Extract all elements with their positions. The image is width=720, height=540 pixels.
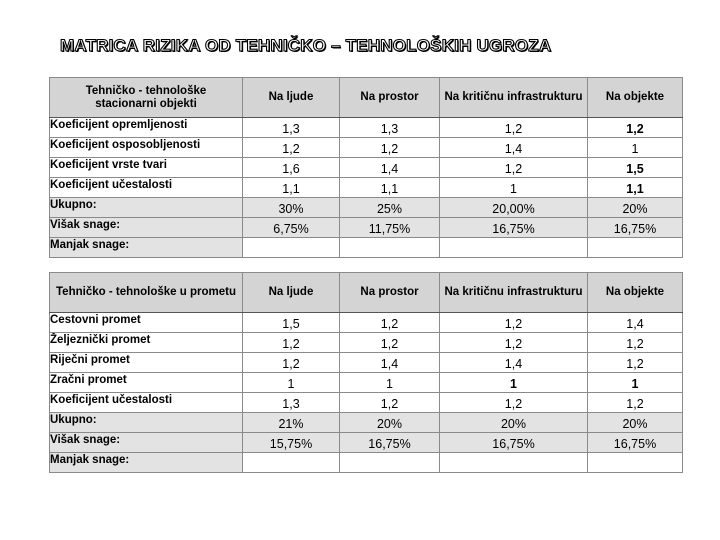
page-title: MATRICA RIZIKA OD TEHNIČKO – TEHNOLOŠKIH UGROZA	[60, 36, 552, 55]
cell-value: 20%	[588, 413, 683, 433]
cell-value: 16,75%	[340, 433, 440, 453]
cell-value	[243, 453, 340, 473]
row-label: Koeficijent učestalosti	[50, 178, 243, 198]
table-row	[50, 393, 683, 413]
table-header-row	[50, 78, 683, 118]
cell-value: 1,4	[340, 158, 440, 178]
cell-value: 1	[243, 373, 340, 393]
cell-value: 1,2	[588, 353, 683, 373]
cell-value: 1,2	[243, 138, 340, 158]
row-label: Koeficijent osposobljenosti	[50, 138, 243, 158]
cell-value	[440, 453, 588, 473]
cell-value	[440, 238, 588, 258]
table-row	[50, 453, 683, 473]
table-row	[50, 178, 683, 198]
cell-value: 16,75%	[588, 218, 683, 238]
row-label: Manjak snage:	[50, 453, 243, 473]
risk-matrix-stationary	[49, 77, 683, 258]
cell-value: 1,4	[440, 353, 588, 373]
cell-value: 20%	[588, 198, 683, 218]
cell-value: 1,5	[243, 313, 340, 333]
cell-value: 20%	[440, 413, 588, 433]
cell-value: 1,2	[243, 353, 340, 373]
table-row	[50, 333, 683, 353]
table-row	[50, 198, 683, 218]
cell-value: 1,2	[440, 333, 588, 353]
cell-value: 1,3	[243, 118, 340, 138]
table-row	[50, 158, 683, 178]
row-label: Koeficijent učestalosti	[50, 393, 243, 413]
cell-value: 1,2	[440, 393, 588, 413]
cell-value: 1,2	[440, 313, 588, 333]
risk-matrix-transport	[49, 272, 683, 473]
cell-value	[340, 453, 440, 473]
cell-value: 1,3	[243, 393, 340, 413]
table-row	[50, 138, 683, 158]
header-category: Tehničko - tehnološke stacionarni objekti	[50, 78, 243, 118]
cell-value	[243, 238, 340, 258]
row-label: Višak snage:	[50, 433, 243, 453]
header-na-kriticnu-infrastrukturu: Na kritičnu infrastrukturu	[440, 78, 588, 118]
row-label: Zračni promet	[50, 373, 243, 393]
table-row	[50, 238, 683, 258]
table-row	[50, 413, 683, 433]
cell-value: 1,2	[588, 333, 683, 353]
cell-value: 1,2	[340, 393, 440, 413]
row-label: Manjak snage:	[50, 238, 243, 258]
cell-value: 1,2	[340, 313, 440, 333]
cell-value: 16,75%	[588, 433, 683, 453]
cell-value: 1,1	[340, 178, 440, 198]
cell-value	[588, 453, 683, 473]
cell-value: 25%	[340, 198, 440, 218]
row-label: Koeficijent opremljenosti	[50, 118, 243, 138]
row-label: Željeznički promet	[50, 333, 243, 353]
table-row	[50, 433, 683, 453]
cell-value: 1,5	[588, 158, 683, 178]
cell-value: 1	[588, 138, 683, 158]
cell-value: 16,75%	[440, 218, 588, 238]
table-row	[50, 118, 683, 138]
cell-value: 1,1	[243, 178, 340, 198]
cell-value	[340, 238, 440, 258]
header-na-objekte: Na objekte	[588, 273, 683, 313]
header-na-objekte: Na objekte	[588, 78, 683, 118]
cell-value: 21%	[243, 413, 340, 433]
row-label: Riječni promet	[50, 353, 243, 373]
cell-value: 11,75%	[340, 218, 440, 238]
table-header-row	[50, 273, 683, 313]
header-na-ljude: Na ljude	[243, 273, 340, 313]
cell-value: 1,1	[588, 178, 683, 198]
cell-value: 1,2	[340, 138, 440, 158]
row-label: Ukupno:	[50, 198, 243, 218]
header-na-prostor: Na prostor	[340, 273, 440, 313]
cell-value: 30%	[243, 198, 340, 218]
cell-value: 1,6	[243, 158, 340, 178]
cell-value: 1,4	[588, 313, 683, 333]
header-category: Tehničko - tehnološke u prometu	[50, 273, 243, 313]
cell-value	[588, 238, 683, 258]
row-label: Višak snage:	[50, 218, 243, 238]
cell-value: 1,2	[440, 118, 588, 138]
cell-value: 1,2	[588, 118, 683, 138]
cell-value: 1	[440, 178, 588, 198]
row-label: Ukupno:	[50, 413, 243, 433]
cell-value: 20%	[340, 413, 440, 433]
table-row	[50, 373, 683, 393]
cell-value: 1,4	[440, 138, 588, 158]
cell-value: 1	[588, 373, 683, 393]
cell-value: 1,2	[588, 393, 683, 413]
table-row	[50, 218, 683, 238]
cell-value: 1,2	[243, 333, 340, 353]
cell-value: 16,75%	[440, 433, 588, 453]
row-label: Koeficijent vrste tvari	[50, 158, 243, 178]
cell-value: 1,4	[340, 353, 440, 373]
header-na-kriticnu-infrastrukturu: Na kritičnu infrastrukturu	[440, 273, 588, 313]
row-label: Cestovni promet	[50, 313, 243, 333]
cell-value: 6,75%	[243, 218, 340, 238]
cell-value: 1,3	[340, 118, 440, 138]
cell-value: 1	[340, 373, 440, 393]
cell-value: 20,00%	[440, 198, 588, 218]
header-na-prostor: Na prostor	[340, 78, 440, 118]
cell-value: 15,75%	[243, 433, 340, 453]
header-na-ljude: Na ljude	[243, 78, 340, 118]
table-row	[50, 353, 683, 373]
table-row	[50, 313, 683, 333]
cell-value: 1	[440, 373, 588, 393]
cell-value: 1,2	[440, 158, 588, 178]
cell-value: 1,2	[340, 333, 440, 353]
